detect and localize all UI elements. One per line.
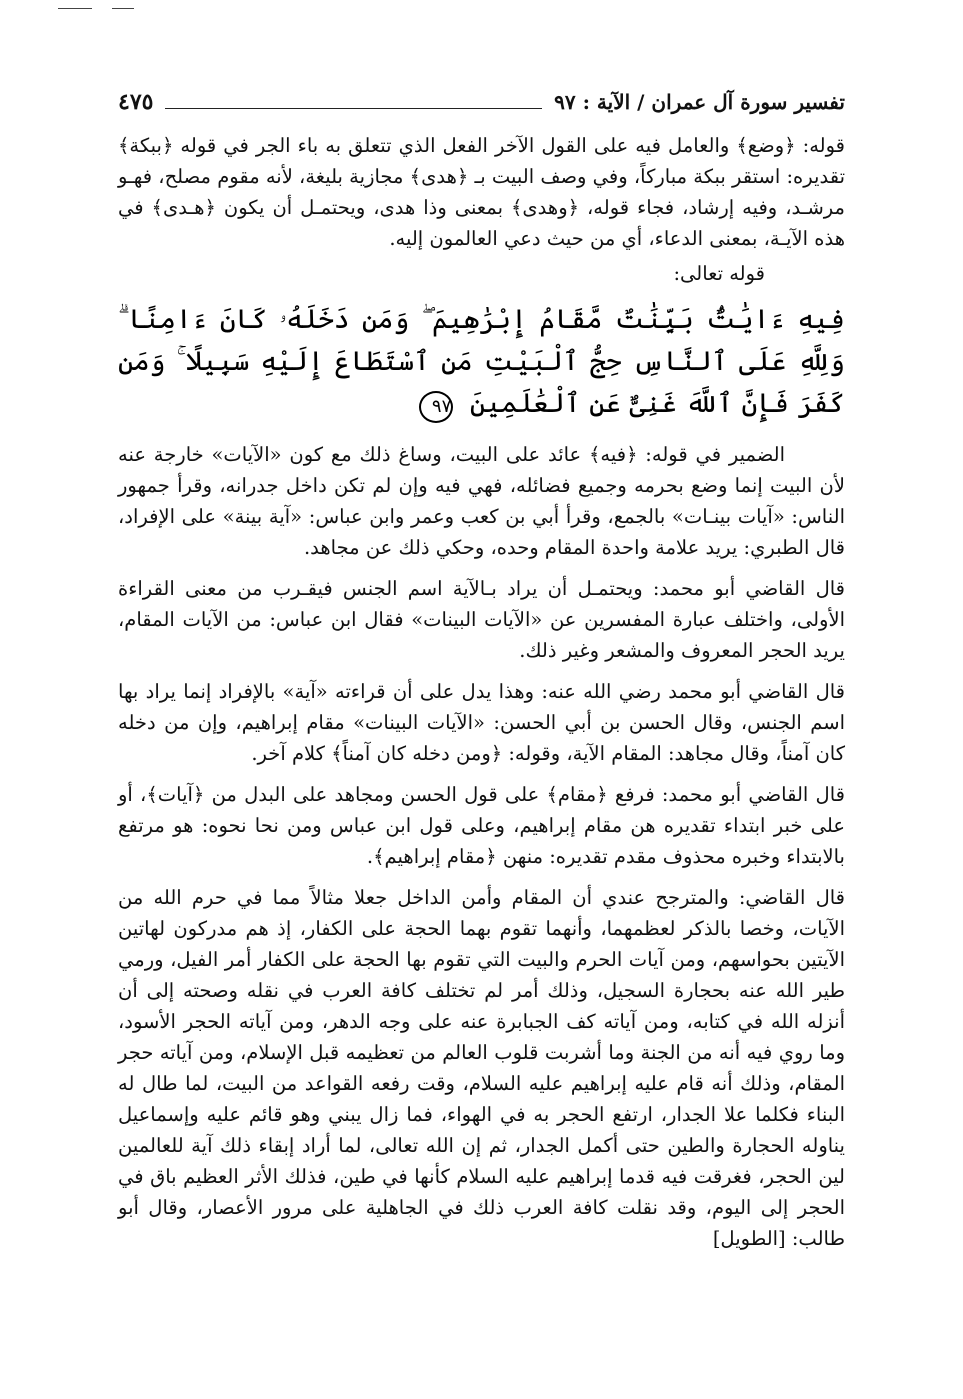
- crop-mark: [112, 8, 134, 9]
- paragraph: قال القاضي أبو محمد رضي الله عنه: وهذا يدل على أن قراءته «آية» بالإفراد إنما يراد بها اسم الجنس، وقال الحسن بن أبي الحسن: «الآيات البينات» مقام إبراهيم، وإن من دخله كان آمناً، وقال مجاهد: المقام الآية، وقوله: ﴿ومن دخله كان آمناً﴾ كلام آخر.: [118, 680, 845, 765]
- quran-verse: [118, 299, 845, 425]
- page-number: ٤٧٥: [118, 89, 154, 115]
- paragraph: الضمير في قوله: ﴿فيه﴾ عائد على البيت، وساغ ذلك مع كون «الآيات» خارجة عنه لأن البيت إنما وضع بحرمه وجميع فضائله، فهي فيه وإن لم تكن داخل جدرانه، وقرأ جمهور الناس: «آيات بينـات» بالجمع، وقرأ أبي بن كعب وعمر وابن عباس: «آية بينة» على الإفراد، قال الطبري: يريد علامة واحدة المقام وحده، وحكي ذلك عن مجاهد.: [118, 443, 845, 559]
- page-header: [118, 84, 845, 120]
- verse-number-marker: ٩٧: [419, 391, 453, 423]
- book-page: [118, 84, 845, 1254]
- paragraph: قال القاضي أبو محمد: فرفع ﴿مقام﴾ على قول الحسن ومجاهد على البدل من ﴿آيات﴾، أو على خبر ابتداء تقديره هن مقام إبراهيم، وعلى قول ابن عباس ومن نحا نحوه: هو مرتفع بالابتداء وخبره محذوف مقدم تقديره: منهن ﴿مقام إبراهيم﴾.: [118, 783, 845, 868]
- crop-marks: [0, 0, 963, 30]
- header-rule: [165, 108, 542, 109]
- verse-text: فِيهِ ءَايَٰتٌۢ بَيِّنَٰتٌ مَّقَامُ إِبْرَٰهِيمَ ۖ وَمَن دَخَلَهُۥ كَانَ ءَامِنًا ۗ وَلِلَّهِ عَلَى ٱلنَّاسِ حِجُّ ٱلْبَيْتِ مَنِ ٱسْتَطَاعَ إِلَيْهِ سَبِيلًا ۚ وَمَن كَفَرَ فَإِنَّ ٱللَّهَ غَنِىٌّ عَنِ ٱلْعَٰلَمِينَ: [118, 304, 845, 419]
- verse-intro: قوله تعالى:: [673, 262, 765, 285]
- paragraph: قال القاضي: والمترجح عندي أن المقام وأمن الداخل جعلا مثالاً مما في حرم الله من الآيات، وخصا بالذكر لعظمهما، وأنهما تقوم بهما الحجة على الكفار، إذ هم مدركون لهاتين الآيتين بحواسهم، ومن آيات الحرم والبيت التي تقوم بها الحجة على الكفار أمر الفيل، ورمي طير الله عنه بحجارة السجيل، وذلك أمر لم تختلف كافة العرب في نقله وصحته إلى أن أنزله الله في كتابه، ومن آياته كف الجبابرة عنه على وجه الدهر، ومن آياته الحجر الأسود، وما روي فيه أنه من الجنة وما أشربت قلوب العالم من تعظيمه قبل الإسلام، ومن آياته حجر المقام، وذلك أنه قام عليه إبراهيم عليه السلام، وقت رفعه القواعد من البيت، لما طال له البناء فكلما علا الجدار، ارتفع الحجر به في الهواء، فما زال يبني وهو قائم عليه وإسماعيل يناوله الحجارة والطين حتى أكمل الجدار، ثم إن الله تعالى، لما أراد إبقاء ذلك آية للعالمين لين الحجر، فغرقت فيه قدما إبراهيم عليه السلام كأنها في طين، فذلك الأثر العظيم باق في الحجر إلى اليوم، وقد نقلت كافة العرب ذلك في الجاهلية على مرور الأعصار، وقال أبو طالب: [الطويل]: [118, 886, 845, 1250]
- crop-mark: [58, 8, 92, 9]
- paragraph: قوله: ﴿وضع﴾ والعامل فيه على القول الآخر الفعل الذي تتعلق به باء الجر في قوله ﴿ببكة﴾ تقديره: استقر ببكة مباركاً، وفي وصف البيت بـ ﴿هدى﴾ مجازية بليغة، لأنه مقوم مصلح، فهـو مرشـد، وفيه إرشاد، فجاء قوله، ﴿وهدى﴾ بمعنى وذا هدى، ويحتمـل أن يكون ﴿هـدى﴾ في هذه الآيـة، بمعنى الدعاء، أي من حيث دعي العالمون إليه.: [118, 134, 845, 250]
- paragraph: قال القاضي أبو محمد: ويحتمـل أن يراد بـالآية اسم الجنس فيقـرب من معنى القراءة الأولى، واختلف عبارة المفسرين عن «الآيات البينات» فقال ابن عباس: من الآيات المقام، يريد الحجر المعروف والمشعر وغير ذلك.: [118, 577, 845, 662]
- running-title: تفسير سورة آل عمران / الآية : ٩٧: [554, 90, 845, 114]
